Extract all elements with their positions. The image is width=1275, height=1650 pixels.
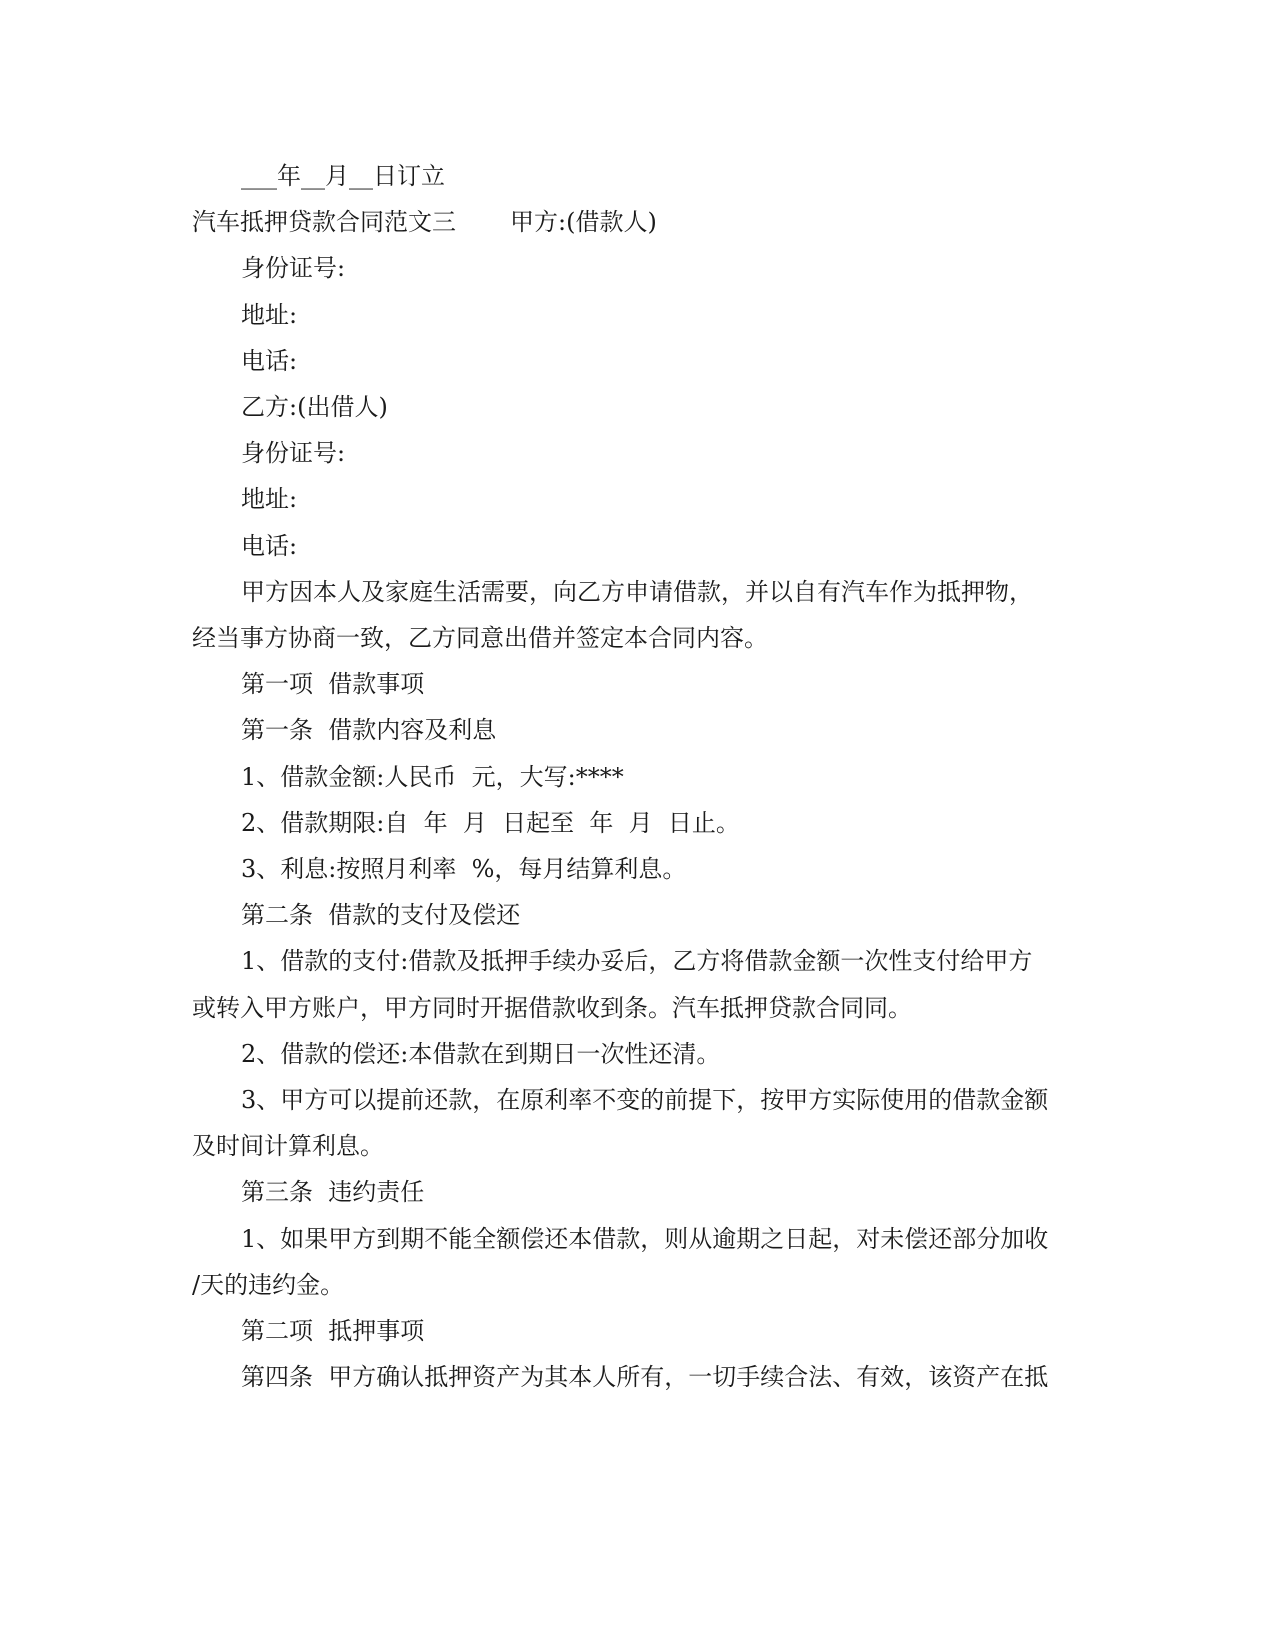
section-heading: 第一项 借款事项 — [241, 670, 425, 698]
article-line: 第四条 甲方确认抵押资产为其本人所有，一切手续合法、有效，该资产在抵 — [241, 1363, 1049, 1391]
clause-line: 1、借款的支付:借款及抵押手续办妥后，乙方将借款金额一次性支付给甲方 — [241, 947, 1033, 975]
preamble-line: 经当事方协商一致，乙方同意出借并签定本合同内容。 — [192, 624, 768, 652]
clause-line: 2、借款的偿还:本借款在到期日一次性还清。 — [241, 1040, 721, 1068]
title-line — [192, 207, 1072, 237]
party-b-phone-line: 电话: — [241, 532, 298, 560]
party-a-address-line: 地址: — [241, 301, 298, 329]
signing-date-line: ___年__月__日订立 — [241, 162, 445, 190]
clause-line: 及时间计算利息。 — [192, 1132, 384, 1160]
article-heading: 第一条 借款内容及利息 — [241, 716, 497, 744]
clause-line: 3、甲方可以提前还款，在原利率不变的前提下，按甲方实际使用的借款金额 — [241, 1086, 1049, 1114]
article-heading: 第二条 借款的支付及偿还 — [241, 901, 521, 929]
party-b-id-line: 身份证号: — [241, 439, 346, 467]
party-a-phone-line: 电话: — [241, 347, 298, 375]
document-title: 汽车抵押贷款合同范文三 — [192, 208, 456, 236]
article-heading: 第三条 违约责任 — [241, 1178, 425, 1206]
clause-line: /天的违约金。 — [192, 1271, 345, 1299]
clause-line: 1、借款金额:人民币 元，大写:**** — [241, 763, 624, 791]
clause-line: 或转入甲方账户，甲方同时开据借款收到条。汽车抵押贷款合同同。 — [192, 994, 912, 1022]
clause-line: 2、借款期限:自 年 月 日起至 年 月 日止。 — [241, 809, 740, 837]
clause-line: 3、利息:按照月利率 %，每月结算利息。 — [241, 855, 687, 883]
party-a-id-line: 身份证号: — [241, 254, 346, 282]
section-heading: 第二项 抵押事项 — [241, 1317, 425, 1345]
party-b-address-line: 地址: — [241, 485, 298, 513]
party-b-label: 乙方:(出借人) — [241, 393, 388, 421]
party-a-label: 甲方:(借款人) — [510, 208, 657, 236]
preamble-line: 甲方因本人及家庭生活需要，向乙方申请借款，并以自有汽车作为抵押物， — [241, 578, 1033, 606]
clause-line: 1、如果甲方到期不能全额偿还本借款，则从逾期之日起，对未偿还部分加收 — [241, 1225, 1049, 1253]
